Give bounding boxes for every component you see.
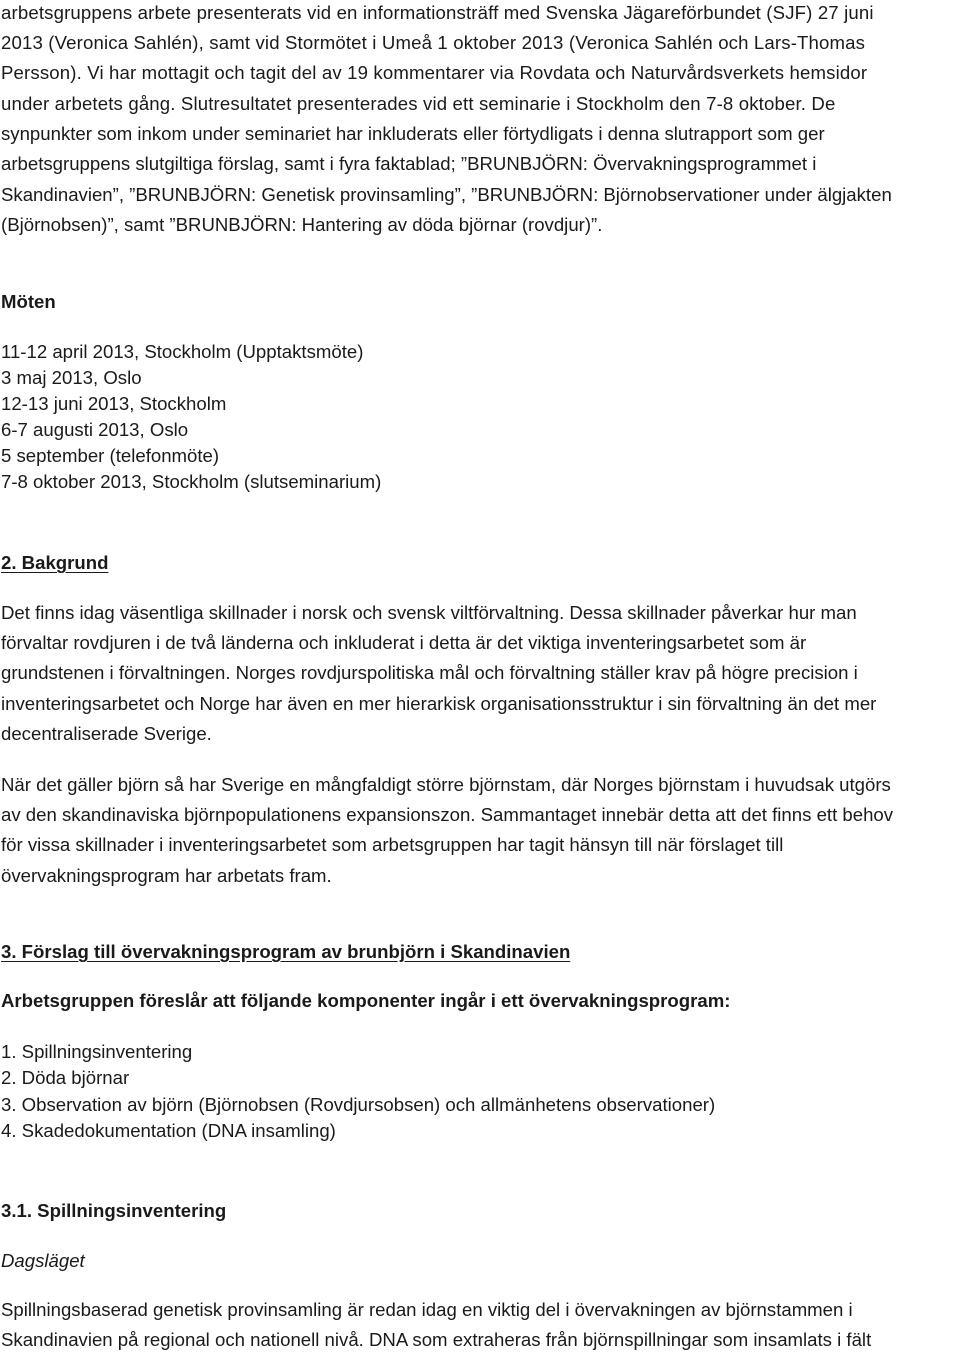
bakgrund-line: inventeringsarbetet och Norge har även en mer hierarkisk organisationsstruktur i sin förvaltning än det mer — [1, 693, 877, 714]
section-3-1-subheading: Dagsläget — [1, 1250, 85, 1271]
component-item: 3. Observation av björn (Björnobsen (Rovdjursobsen) och allmänhetens observationer) — [1, 1094, 716, 1115]
spillning-line: Skandinavien på regional och nationell nivå. DNA som extraheras från björnspillningar som insamlats i fält — [1, 1329, 872, 1350]
bakgrund-line: När det gäller björn så har Sverige en mångfaldigt större björnstam, där Norges björnstam i huvudsak utgörs — [1, 774, 891, 795]
bakgrund-line: övervakningsprogram har arbetats fram. — [1, 865, 332, 886]
bakgrund-line: av den skandinaviska björnpopulationens expansionszon. Sammantaget innebär detta att det finns ett behov — [1, 804, 894, 825]
meeting-item: 11-12 april 2013, Stockholm (Upptaktsmöte) — [1, 341, 364, 362]
intro-line: synpunkter som inkom under seminariet har inkluderats eller förtydligats i denna slutrapport som ger — [1, 123, 825, 144]
meetings-heading: Möten — [1, 291, 56, 312]
bakgrund-line: Det finns idag väsentliga skillnader i norsk och svensk viltförvaltning. Dessa skillnader påverkar hur man — [1, 602, 857, 623]
intro-line: 2013 (Veronica Sahlén), samt vid Stormötet i Umeå 1 oktober 2013 (Veronica Sahlén och Lars-Thomas — [1, 32, 866, 53]
intro-line: arbetsgruppens arbete presenterats vid en informationsträff med Svenska Jägareförbundet (SJF) 27 juni — [1, 2, 874, 23]
intro-line: Skandinavien”, ”BRUNBJÖRN: Genetisk provinsamling”, ”BRUNBJÖRN: Björnobservationer under älgjakten — [1, 184, 892, 205]
meeting-item: 6-7 augusti 2013, Oslo — [1, 419, 189, 440]
meeting-item: 5 september (telefonmöte) — [1, 445, 220, 466]
meeting-item: 12-13 juni 2013, Stockholm — [1, 393, 227, 414]
section-3-heading: 3. Förslag till övervakningsprogram av brunbjörn i Skandinavien — [1, 941, 571, 962]
intro-line: arbetsgruppens slutgiltiga förslag, samt i fyra faktablad; ”BRUNBJÖRN: Övervakningsprogrammet i — [1, 153, 817, 174]
bakgrund-line: för vissa skillnader i inventeringsarbetet som arbetsgruppen har tagit hänsyn till när förslaget till — [1, 834, 784, 855]
meeting-item: 7-8 oktober 2013, Stockholm (slutseminarium) — [1, 471, 382, 492]
component-item: 1. Spillningsinventering — [1, 1041, 193, 1062]
section-3-subheading: Arbetsgruppen föreslår att följande komponenter ingår i ett övervakningsprogram: — [1, 990, 731, 1011]
spillning-line: Spillningsbaserad genetisk provinsamling är redan idag en viktig del i övervakningen av björnstammen i — [1, 1299, 853, 1320]
intro-line: under arbetets gång. Slutresultatet presenterades vid ett seminarie i Stockholm den 7-8 oktober. De — [1, 93, 836, 114]
component-item: 4. Skadedokumentation (DNA insamling) — [1, 1120, 336, 1141]
intro-line: (Björnobsen)”, samt ”BRUNBJÖRN: Hantering av döda björnar (rovdjur)”. — [1, 214, 603, 235]
component-item: 2. Döda björnar — [1, 1067, 130, 1088]
bakgrund-line: decentraliserade Sverige. — [1, 723, 212, 744]
intro-line: Persson). Vi har mottagit och tagit del av 19 kommentarer via Rovdata och Naturvårdsverkets hemsidor — [1, 62, 868, 83]
bakgrund-line: förvaltar rovdjuren i de två länderna och inkluderat i detta är det viktiga inventeringsarbetet som är — [1, 632, 807, 653]
section-2-heading: 2. Bakgrund — [1, 552, 109, 573]
meeting-item: 3 maj 2013, Oslo — [1, 367, 142, 388]
section-3-1-heading: 3.1. Spillningsinventering — [1, 1200, 227, 1221]
bakgrund-line: grundstenen i förvaltningen. Norges rovdjurspolitiska mål och förvaltning ställer krav på högre precision i — [1, 662, 858, 683]
